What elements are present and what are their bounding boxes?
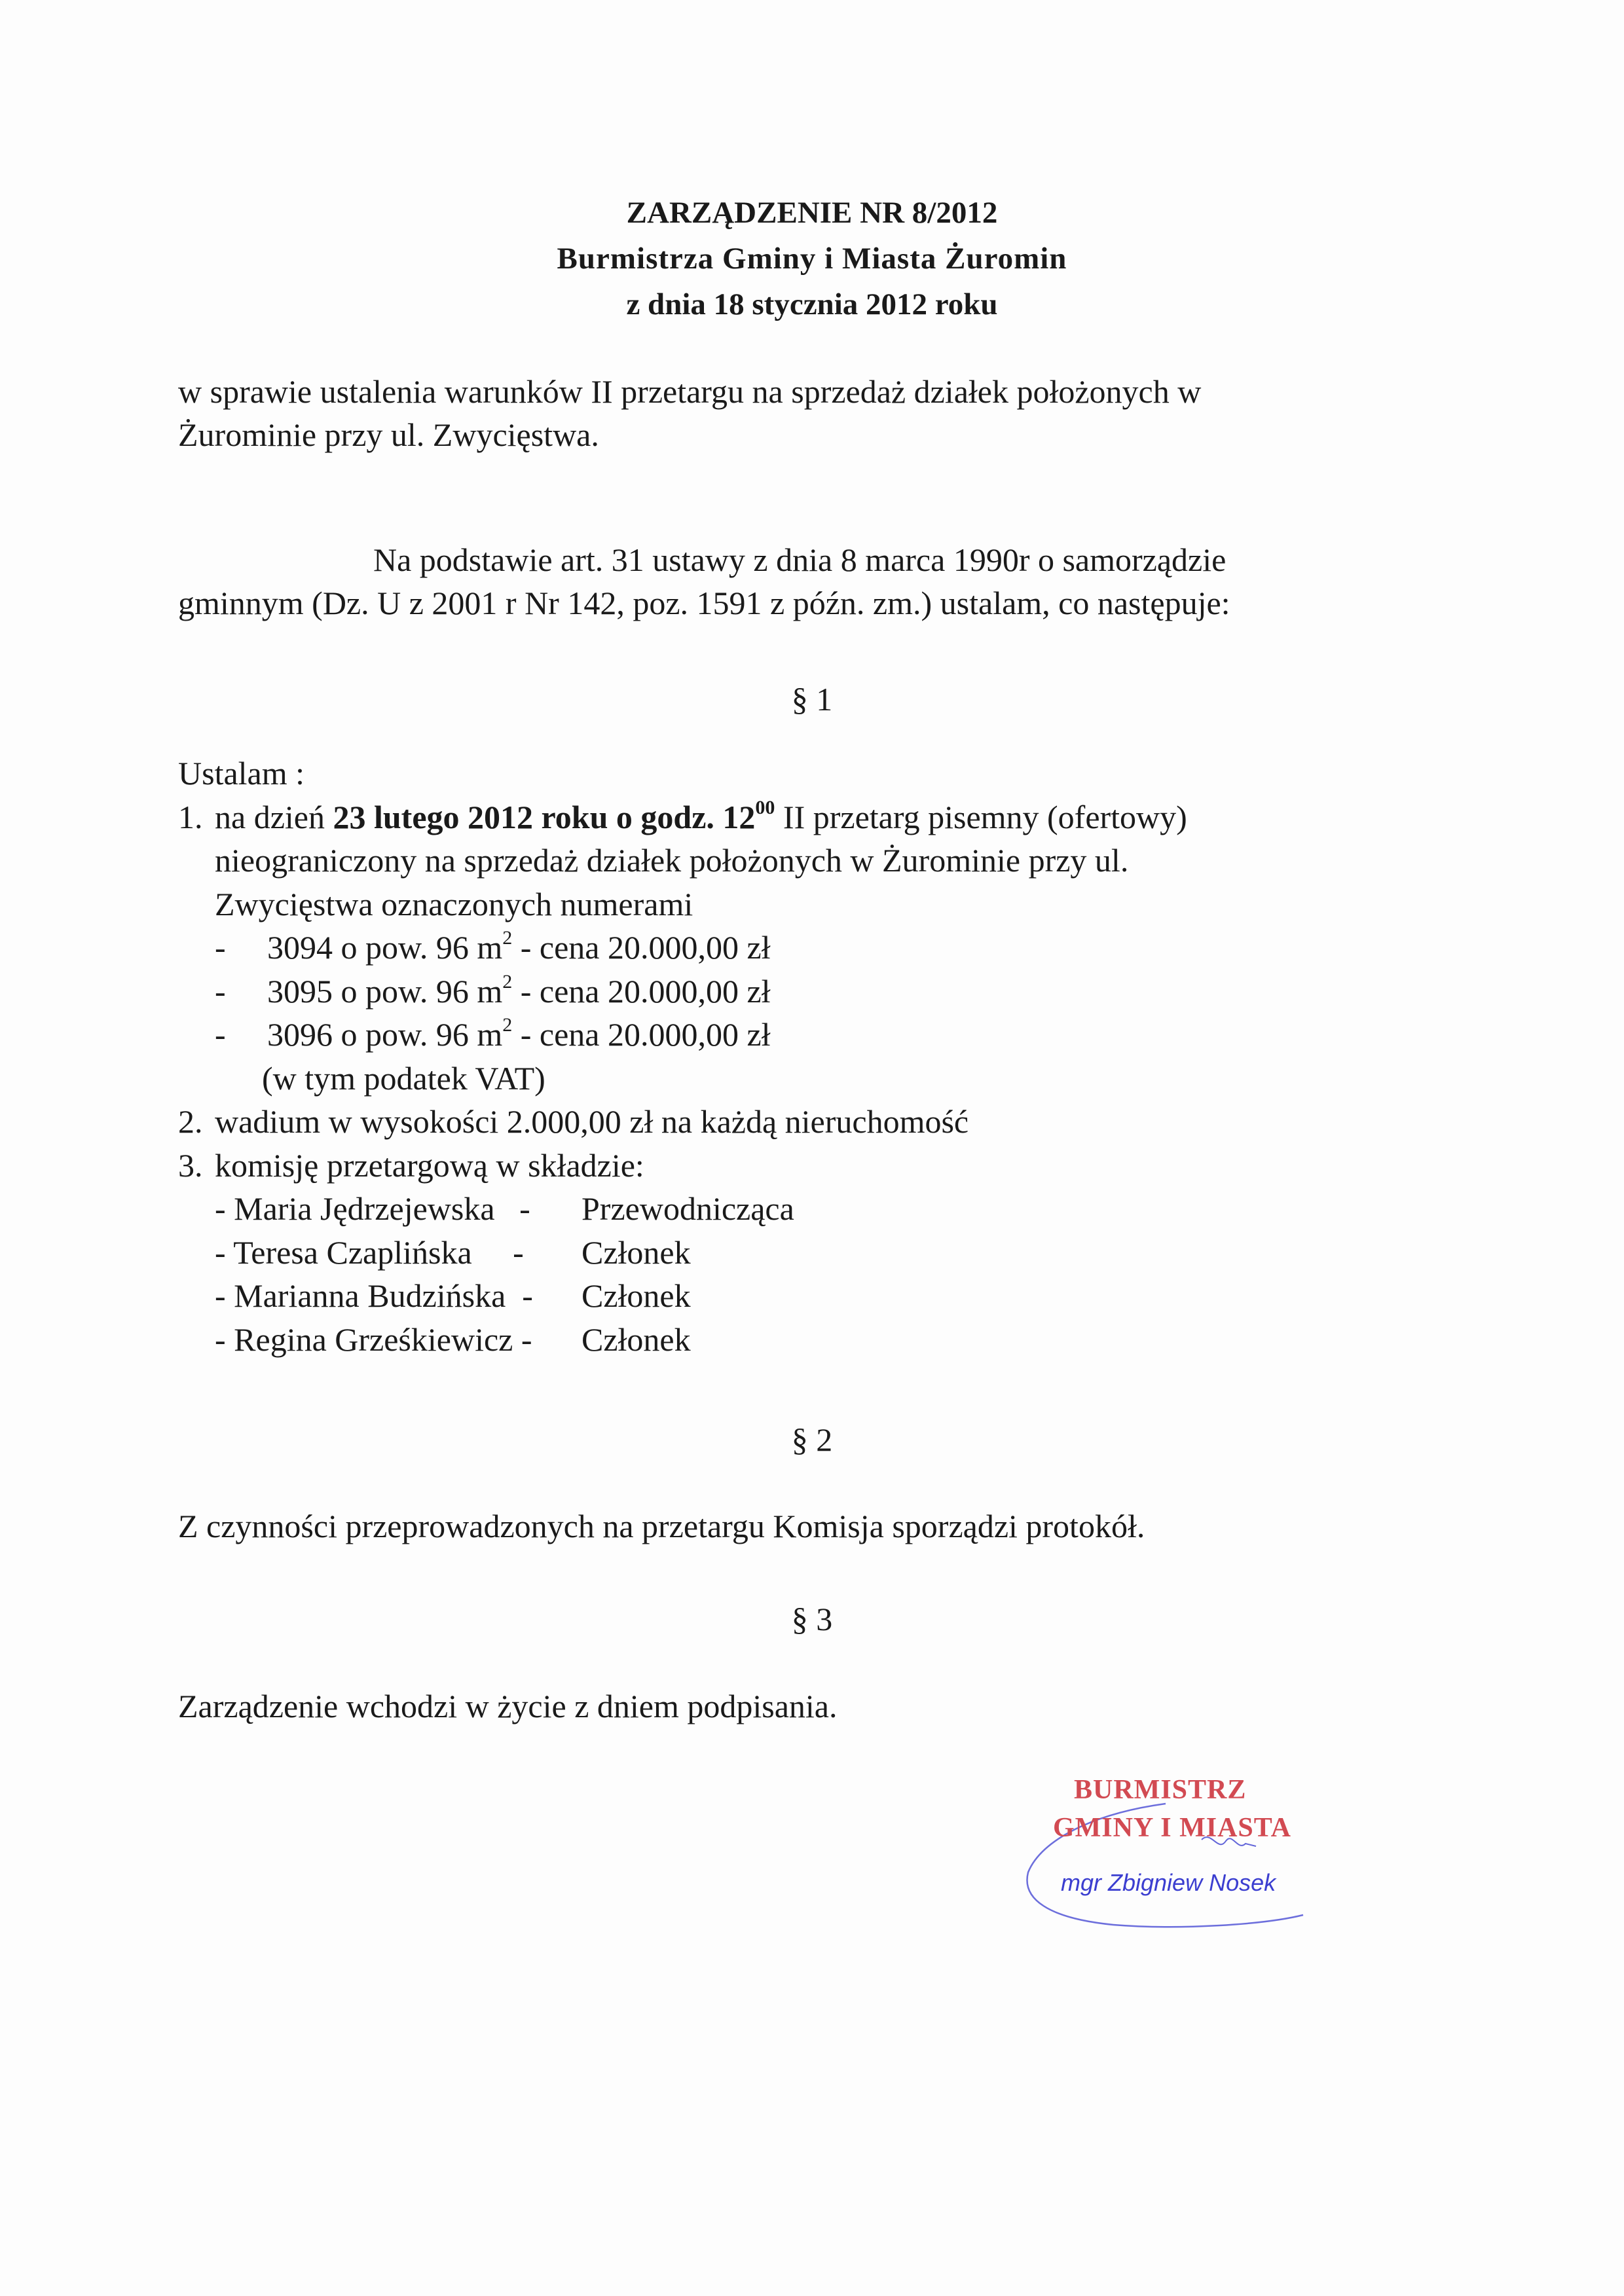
section-1-intro: Ustalam : [178, 755, 305, 792]
item-1-line-3: Zwycięstwa oznaczonych numerami [215, 885, 693, 922]
section-2-text: Z czynności przeprowadzonych na przetargu Komisja sporządzi protokół. [178, 1508, 1145, 1544]
plot-area-unit-sup: 2 [502, 970, 513, 993]
plot-area-unit-sup: 2 [502, 1014, 513, 1036]
plot-area: 3094 o pow. 96 m [267, 929, 503, 966]
member-name: - Maria Jędrzejewska - [215, 1190, 530, 1227]
stamp-title: BURMISTRZ [1074, 1775, 1247, 1805]
plot-price: - cena 20.000,00 zł [512, 929, 771, 966]
member-name: - Regina Grześkiewicz - [215, 1321, 532, 1358]
document-title: ZARZĄDZENIE NR 8/2012 [626, 196, 998, 230]
document-subject [178, 370, 1422, 456]
auction-date: 23 lutego 2012 roku o godz. 12 [333, 798, 756, 835]
plot-dash: - [215, 972, 226, 1010]
legal-basis [178, 538, 1422, 625]
plot-area-unit-sup: 2 [502, 927, 513, 949]
item-1-line-2: nieograniczony na sprzedaż działek położonych w Żurominie przy ul. [215, 842, 1129, 879]
section-3-text: Zarządzenie wchodzi w życie z dniem podpisania. [178, 1688, 838, 1724]
item-3-text: komisję przetargową w składzie: [215, 1146, 644, 1184]
item-2-number: 2. [178, 1103, 203, 1140]
section-3-heading: § 3 [791, 1601, 833, 1637]
item-2-text: wadium w wysokości 2.000,00 zł na każdą nieruchomość [215, 1103, 969, 1140]
member-name: - Marianna Budzińska - [215, 1277, 533, 1314]
item-3 [178, 1144, 1187, 1188]
member-role: Przewodnicząca [581, 1190, 794, 1227]
commission-member [178, 1274, 1187, 1318]
plot-area: 3096 o pow. 96 m [267, 1016, 503, 1053]
subject-line-2: Żurominie przy ul. Zwycięstwa. [178, 416, 599, 453]
plot-price: - cena 20.000,00 zł [512, 1016, 771, 1053]
section-2-heading: § 2 [791, 1421, 833, 1458]
stamp-signatory: mgr Zbigniew Nosek [1061, 1869, 1276, 1896]
document-issuer: Burmistrza Gminy i Miasta Żuromin [557, 242, 1067, 276]
item-1-line-1 [178, 795, 1187, 839]
plot-row [178, 1013, 1187, 1057]
item-3-number: 3. [178, 1146, 203, 1184]
stamp-office: GMINY I MIASTA [1053, 1813, 1292, 1843]
document-header [0, 190, 1624, 327]
commission-member [178, 1318, 1187, 1362]
plot-row [178, 926, 1187, 970]
member-name: - Teresa Czaplińska - [215, 1233, 524, 1271]
commission-member [178, 1187, 1187, 1231]
plot-price: - cena 20.000,00 zł [512, 972, 771, 1010]
subject-line-1: w sprawie ustalenia warunków II przetargu na sprzedaż działek położonych w [178, 373, 1202, 410]
item-2 [178, 1100, 1187, 1144]
official-stamp [1015, 1768, 1356, 1938]
commission-member [178, 1231, 1187, 1275]
plot-dash: - [215, 929, 226, 966]
item-1-number: 1. [178, 798, 203, 835]
plot-row [178, 970, 1187, 1013]
document-date: z dnia 18 stycznia 2012 roku [626, 287, 998, 321]
plot-dash: - [215, 1016, 226, 1053]
tax-note: (w tym podatek VAT) [262, 1059, 545, 1097]
auction-time-minutes: 00 [755, 796, 775, 818]
item-1-prefix: na dzień [215, 798, 333, 835]
basis-line-2: gminnym (Dz. U z 2001 r Nr 142, poz. 1591 z późn. zm.) ustalam, co następuje: [178, 585, 1230, 621]
member-role: Członek [581, 1233, 691, 1271]
section-1-body [178, 752, 1187, 1361]
plot-area: 3095 o pow. 96 m [267, 972, 503, 1010]
basis-line-1: Na podstawie art. 31 ustawy z dnia 8 marca 1990r o samorządzie [373, 541, 1227, 578]
member-role: Członek [581, 1321, 691, 1358]
item-1-rest: II przetarg pisemny (ofertowy) [775, 798, 1187, 835]
member-role: Członek [581, 1277, 691, 1314]
section-1-heading: § 1 [791, 681, 833, 718]
